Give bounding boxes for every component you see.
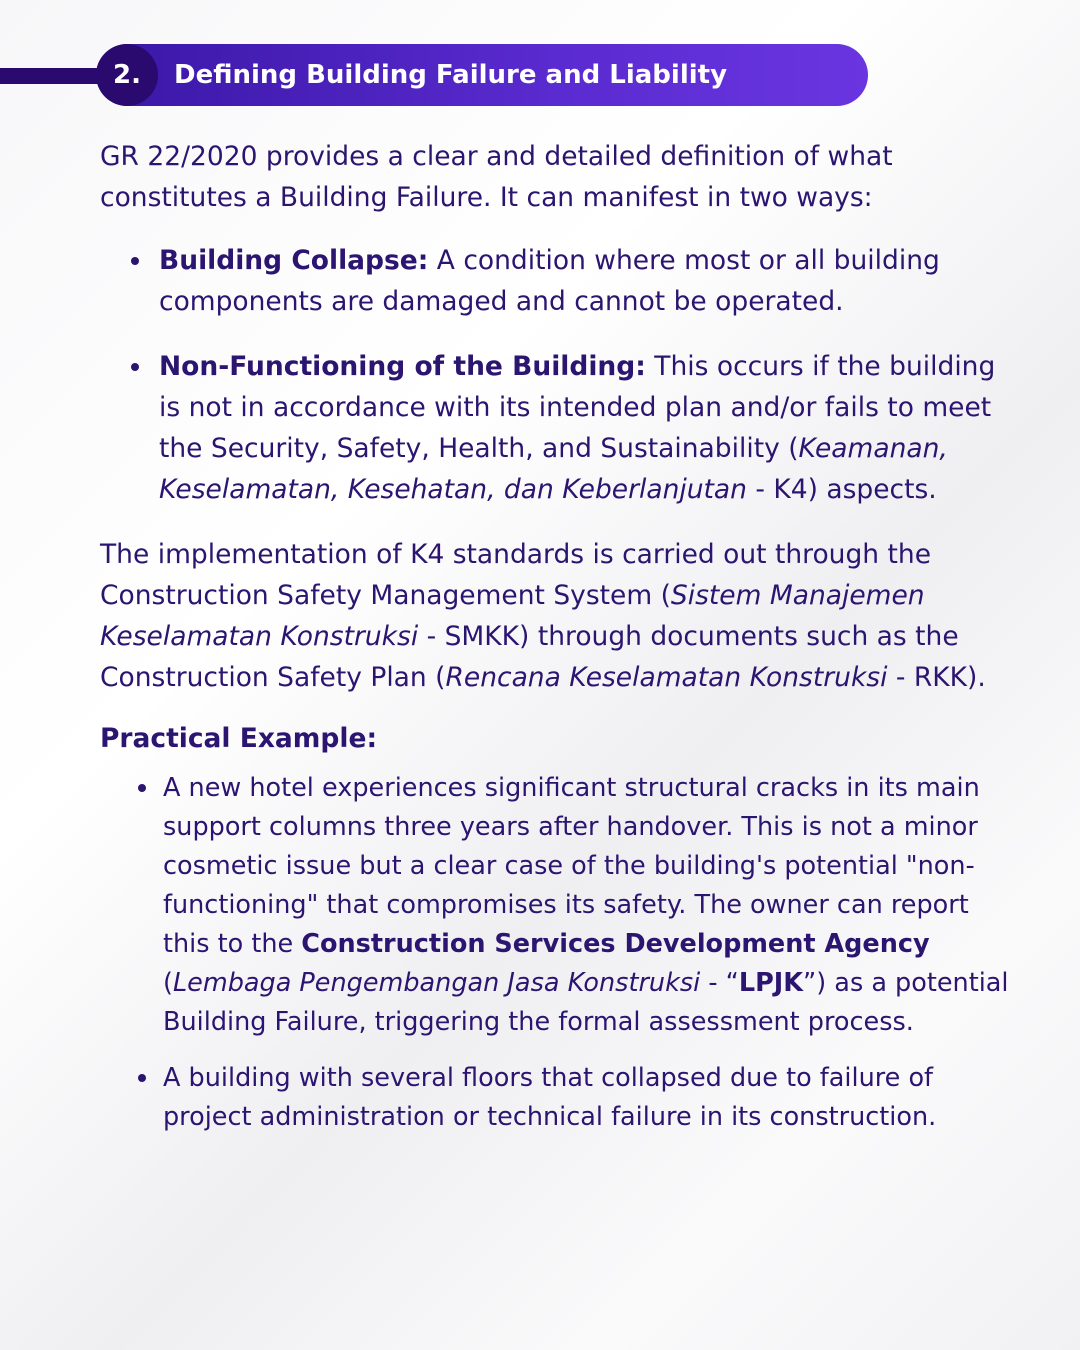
practical-example-heading: Practical Example: <box>100 723 378 754</box>
bullet-icon <box>131 257 139 265</box>
section-title: Defining Building Failure and Liability <box>174 60 728 90</box>
definition-description: A condition where most or all building components are damaged and cannot be operated. <box>159 245 940 317</box>
intro-paragraph: GR 22/2020 provides a clear and detailed definition of what constitutes a Building Failure. It can manifest in two ways: <box>100 141 893 213</box>
definition-list <box>100 240 1012 510</box>
main-content <box>100 136 1012 1154</box>
definition-description-end: - K4) aspects. <box>746 474 937 505</box>
bullet-icon <box>131 363 139 371</box>
bullet-icon <box>138 1074 146 1082</box>
bullet-icon <box>138 784 146 792</box>
section-number: 2. <box>96 44 158 106</box>
list-item-example-hotel <box>100 769 1012 1042</box>
agency-acronym: LPJK <box>738 968 804 998</box>
implementation-italic-rkk: Rencana Keselamatan Konstruksi <box>445 662 888 693</box>
list-item-example-collapse <box>100 1059 1012 1137</box>
implementation-paragraph <box>100 534 1012 698</box>
example-text: A building with several floors that collapsed due to failure of project administration or technical failure in its construction. <box>163 1063 937 1132</box>
example-text: ( <box>163 968 173 998</box>
implementation-text: - SMKK) through documents such as the Construction Safety Plan ( <box>100 621 959 693</box>
definition-term: Building Collapse: <box>159 245 429 276</box>
definition-term: Non-Functioning of the Building: <box>159 351 646 382</box>
agency-italic-name: Lembaga Pengembangan Jasa Konstruksi <box>172 968 701 998</box>
list-item-building-collapse <box>100 240 1012 322</box>
implementation-text: The implementation of K4 standards is carried out through the Construction Safety Management System ( <box>100 539 931 611</box>
implementation-italic-smkk: Sistem Manajemen Keselamatan Konstruksi <box>100 580 925 652</box>
example-text: ”) as a potential Building Failure, triggering the formal assessment process. <box>163 968 1009 1037</box>
example-text: - “ <box>700 968 739 998</box>
list-item-non-functioning <box>100 346 1012 510</box>
definition-italic-term: Keamanan, Keselamatan, Kesehatan, dan Keberlanjutan <box>159 433 948 505</box>
example-text: A new hotel experiences significant structural cracks in its main support columns three years after handover. This is not a minor cosmetic issue but a clear case of the building's potential "non-functioning" that compromises its safety. The owner can report this to the <box>163 773 980 959</box>
definition-description: This occurs if the building is not in accordance with its intended plan and/or fails to meet the Security, Safety, Health, and Sustainability ( <box>159 351 996 464</box>
agency-name: Construction Services Development Agency <box>301 929 930 959</box>
implementation-text: - RKK). <box>887 662 986 693</box>
example-list <box>100 769 1012 1137</box>
